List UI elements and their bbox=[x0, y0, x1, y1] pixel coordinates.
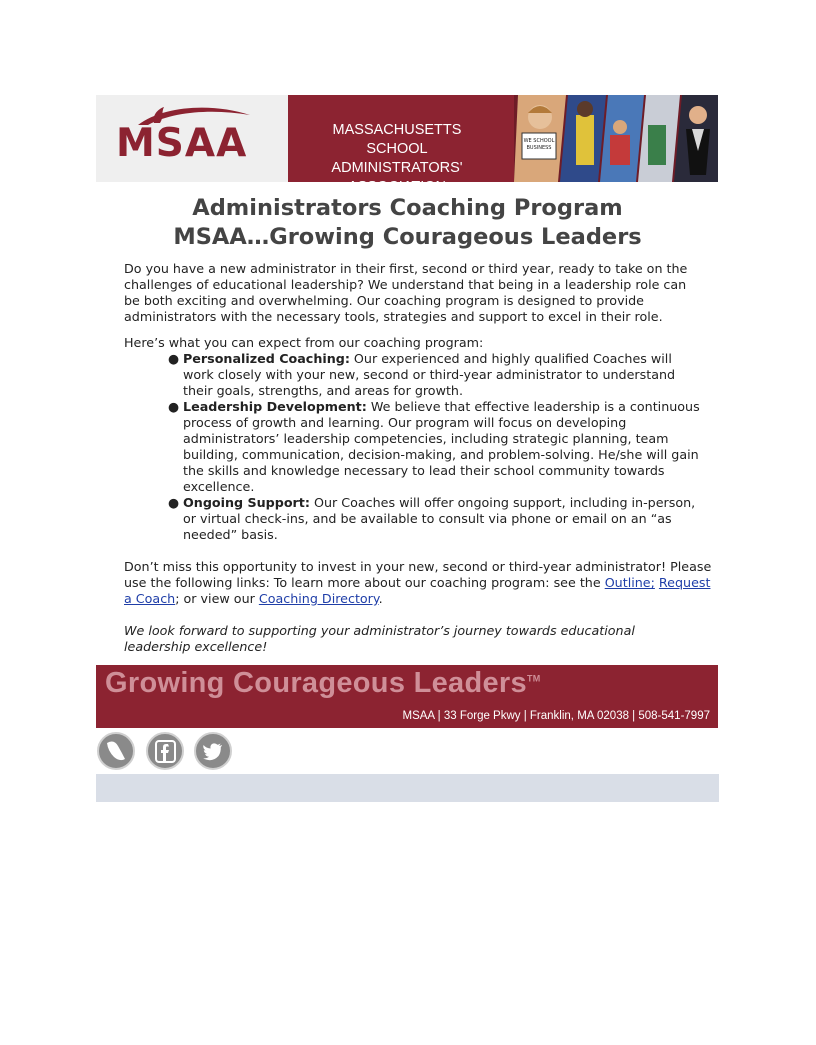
bullet-icon: ● bbox=[168, 399, 180, 414]
bullet-text: We believe that effective leadership is a continuous process of growth and learning. Our program will focus on developing administrators’ leadership competencies, including strategic planning, team building, communication, decision-making, and problem-solving. He/she will gain the skills and knowledge necessary to lead their school community towards excellence. bbox=[183, 399, 700, 494]
bullet-text: Our experienced and highly qualified Coaches will work closely with your new, second or third-year administrator to understand their goals, strengths, and areas for growth. bbox=[183, 351, 676, 398]
bullet-icon: ● bbox=[168, 351, 180, 366]
footer-address: MSAA | 33 Forge Pkwy | Franklin, MA 02038 | 508-541-7997 bbox=[402, 710, 710, 722]
closing-text-1: Don’t miss this opportunity to invest in your new, second or third-year administrator! Please use the following links: To learn more about our coaching program: see the bbox=[124, 559, 712, 590]
request-coach-link[interactable]: Request a Coach bbox=[124, 575, 711, 606]
benefits-list bbox=[96, 351, 703, 543]
association-name-line2: ADMINISTRATORS' ASSOCIATION bbox=[331, 160, 463, 195]
sign-text-2: BUSINESS bbox=[526, 145, 552, 151]
sign-text-1: WE SCHOOL bbox=[523, 138, 555, 144]
outline-link[interactable]: Outline; bbox=[604, 575, 655, 590]
list-item bbox=[168, 351, 703, 399]
blog-icon[interactable] bbox=[96, 731, 136, 771]
social-links bbox=[96, 731, 246, 771]
closing-text-2: ; or view our bbox=[175, 591, 259, 606]
header-banner bbox=[96, 95, 718, 195]
closing-text-3: . bbox=[378, 591, 383, 606]
page-title-line2: MSAA…Growing Courageous Leaders bbox=[173, 224, 642, 250]
coaching-directory-link[interactable]: Coaching Directory bbox=[258, 591, 379, 606]
twitter-icon[interactable] bbox=[193, 731, 233, 771]
list-item bbox=[168, 495, 703, 543]
intro-paragraph: Do you have a new administrator in their first, second or third year, ready to take on the challenges of educational leadership? We understand that being in a leadership role can be both exciting and overwhelming. Our coaching program is designed to provide administrators with the necessary tools, strategies and support to excel in their role. bbox=[124, 261, 688, 324]
closing-paragraph bbox=[124, 559, 714, 607]
bullet-text: Our Coaches will offer ongoing support, including in-person, or virtual check-ins, and be available to consult via phone or email on an “as needed” basis. bbox=[183, 495, 696, 542]
footer-bar bbox=[96, 774, 719, 802]
header-photo-collage bbox=[514, 95, 718, 182]
msaa-logo bbox=[96, 95, 288, 182]
sign-off: We look forward to supporting your administrator’s journey towards educational leadership excellence! bbox=[124, 623, 635, 654]
footer-banner bbox=[96, 665, 718, 728]
footer-slogan bbox=[105, 667, 541, 700]
trademark-mark: TM bbox=[526, 673, 541, 684]
bullet-title: Personalized Coaching: bbox=[183, 351, 350, 366]
logo-text: MSAA bbox=[116, 121, 248, 166]
newsletter-page bbox=[96, 95, 719, 722]
association-name bbox=[312, 121, 482, 197]
list-item bbox=[168, 399, 703, 495]
footer-slogan-text: Growing Courageous Leaders bbox=[105, 667, 527, 699]
bullet-title: Ongoing Support: bbox=[183, 495, 310, 510]
bullet-title: Leadership Development: bbox=[183, 399, 367, 414]
page-title bbox=[96, 194, 719, 252]
association-name-line1: MASSACHUSETTS SCHOOL bbox=[332, 122, 462, 157]
facebook-icon[interactable] bbox=[145, 731, 185, 771]
program-lead-in: Here’s what you can expect from our coaching program: bbox=[124, 335, 484, 350]
bullet-icon: ● bbox=[168, 495, 180, 510]
page-title-line1: Administrators Coaching Program bbox=[192, 195, 623, 221]
